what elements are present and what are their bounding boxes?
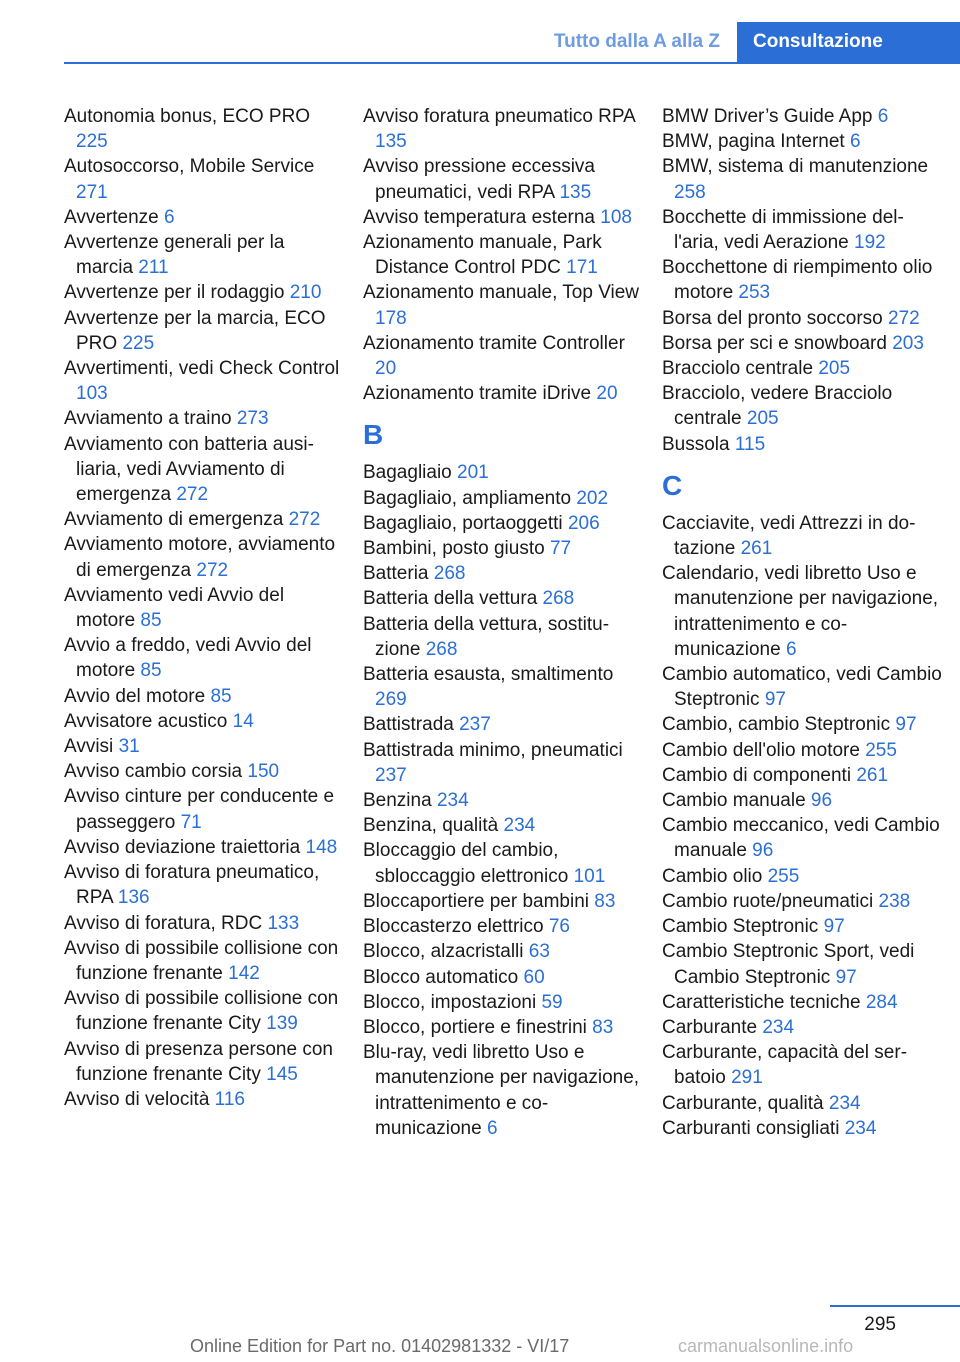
index-entry <box>64 936 344 986</box>
index-entry <box>64 432 344 508</box>
index-entry <box>363 914 643 939</box>
page-reference-link[interactable]: 291 <box>731 1067 763 1089</box>
index-entry <box>662 356 942 381</box>
page-reference-link[interactable]: 272 <box>288 509 321 531</box>
chapter-tab[interactable]: Consultazione <box>737 22 960 62</box>
index-entry-text: Avvio a freddo, vedi Avvio del motore <box>64 635 312 682</box>
index-entry-text: Cacciavite, vedi Attrezzi in dotazione <box>662 512 916 560</box>
index-entry <box>662 255 942 305</box>
index-entry-text: Avviso di possibile collisione con funzione frenante City <box>64 988 339 1035</box>
index-entry-text: Avvertenze <box>64 206 159 228</box>
index-entry-text: Avviso pressione eccessiva pneumatici, vedi RPA <box>363 156 595 203</box>
index-entry-text: Bloccasterzo elettrico <box>363 916 544 938</box>
page-reference-link[interactable]: 210 <box>289 282 322 304</box>
index-entry-text: Cambio automatico, vedi Cambio Steptronic <box>662 664 942 711</box>
index-entry-text: BMW Driver’s Guide App <box>662 106 873 127</box>
index-entry-text: Avviamento a traino <box>64 408 232 430</box>
index-entry-text: Bagagliaio, ampliamento <box>363 487 572 509</box>
page-reference-link[interactable]: 201 <box>457 462 489 484</box>
index-entry-text: Avvertenze generali per la marcia <box>64 232 285 279</box>
index-entry <box>363 586 643 611</box>
index-entry-text: Carburanti consigliati <box>662 1117 840 1139</box>
index-entry <box>64 633 344 683</box>
page-reference-link[interactable]: 71 <box>180 811 202 833</box>
index-entry <box>662 712 942 737</box>
index-entry-text: Batteria della vettura <box>363 588 538 610</box>
page-reference-link[interactable]: 284 <box>865 991 898 1013</box>
page-reference-link[interactable]: 261 <box>856 764 889 786</box>
index-entry-text: Bracciolo, vedere Bracciolo centrale <box>662 383 893 430</box>
page-reference-link[interactable]: 77 <box>549 538 572 560</box>
page-reference-link[interactable]: 171 <box>566 257 598 279</box>
page-reference-link[interactable]: 234 <box>762 1016 795 1038</box>
page-reference-link[interactable]: 205 <box>818 358 851 380</box>
index-entry-text: Batteria <box>363 563 429 585</box>
index-entry <box>363 486 643 511</box>
page-reference-link[interactable]: 234 <box>503 815 536 837</box>
page-reference-link[interactable]: 116 <box>214 1088 245 1110</box>
page-reference-link[interactable]: 206 <box>567 512 600 534</box>
index-entry-text: BMW, sistema di manutenzione <box>662 156 929 178</box>
index-entry <box>363 460 643 485</box>
page-reference-link[interactable]: 272 <box>196 559 229 581</box>
index-entry <box>64 507 344 532</box>
page-reference-link[interactable]: 203 <box>892 332 924 354</box>
index-entry <box>363 331 643 381</box>
index-entry <box>64 1087 344 1112</box>
index-entry-text: Blocco automatico <box>363 966 519 988</box>
index-entry <box>64 835 344 860</box>
index-entry-text: BMW, pagina Internet <box>662 131 845 153</box>
page-reference-link[interactable]: 178 <box>375 307 407 329</box>
index-entry <box>64 583 344 633</box>
index-entry <box>64 356 344 406</box>
index-entry <box>662 738 942 763</box>
page-reference-link[interactable]: 272 <box>888 307 920 329</box>
index-entry-text: Autosoccorso, Mobile Service <box>64 156 315 178</box>
index-entry <box>64 532 344 582</box>
index-entry-text: Benzina <box>363 790 432 812</box>
page-reference-link[interactable]: 142 <box>228 962 260 984</box>
edition-note: Online Edition for Part no. 01402981332 - VI/17 <box>190 1336 570 1356</box>
index-entry <box>363 738 643 788</box>
index-entry <box>64 759 344 784</box>
page-reference-link[interactable]: 14 <box>232 710 254 732</box>
index-entry <box>662 104 942 129</box>
index-entry <box>363 154 643 204</box>
index-entry <box>363 1015 643 1040</box>
index-entry-text: Avvisatore acustico <box>64 710 228 732</box>
page-reference-link[interactable]: 258 <box>674 181 706 203</box>
index-entry <box>64 104 344 154</box>
index-entry-text: Bambini, posto giusto <box>363 538 545 560</box>
index-entry <box>363 712 643 737</box>
index-entry-text: Avviso cinture per conducente e passeggero <box>64 786 335 833</box>
index-entry <box>363 838 643 888</box>
index-entry-text: Blocco, alzacristalli <box>363 941 524 963</box>
index-entry <box>64 230 344 280</box>
index-entry-text: Avviso di foratura pneumatico, RPA <box>64 862 320 909</box>
index-entry-text: Cambio di componenti <box>662 764 852 786</box>
index-entry <box>662 939 942 989</box>
header-divider <box>64 62 960 64</box>
index-entry-text: Avvisi <box>64 736 114 758</box>
index-entry-text: Benzina, qualità <box>363 815 499 837</box>
page-reference-link[interactable]: 60 <box>523 966 545 988</box>
page-reference-link[interactable]: 6 <box>486 1117 498 1139</box>
index-entry-text: Borsa per sci e snowboard <box>662 332 887 354</box>
index-entry <box>363 788 643 813</box>
index-entry-text: Bocchette di immissione dell'aria, vedi Aerazione <box>662 206 904 254</box>
index-entry-text: Avviso di presenza persone con funzione frenante City <box>64 1038 333 1085</box>
page-reference-link[interactable]: 211 <box>138 257 169 279</box>
page-reference-link[interactable]: 205 <box>746 408 779 430</box>
index-entry <box>662 432 942 457</box>
index-entry <box>363 662 643 712</box>
index-entry <box>64 734 344 759</box>
index-entry <box>662 331 942 356</box>
page-reference-link[interactable]: 135 <box>559 181 592 203</box>
index-entry <box>363 536 643 561</box>
index-entry-text: Avviamento di emergenza <box>64 509 284 531</box>
page-reference-link[interactable]: 272 <box>176 484 209 506</box>
index-entry <box>662 662 942 712</box>
index-entry-text: Azionamento manuale, Park Distance Control PDC <box>363 232 602 279</box>
index-entry-text: Avvertenze per la marcia, ECO PRO <box>64 307 326 354</box>
index-entry-text: Calendario, vedi libretto Uso e manutenzione per navigazione, intrattenimento e comunicazione <box>662 563 939 660</box>
page-reference-link[interactable]: 76 <box>548 916 570 938</box>
page-reference-link[interactable]: 83 <box>594 890 616 912</box>
page-reference-link[interactable]: 225 <box>76 131 108 153</box>
page-reference-link[interactable]: 192 <box>854 232 886 254</box>
index-entry <box>363 1040 643 1141</box>
page-reference-link[interactable]: 31 <box>118 736 140 758</box>
index-entry <box>363 889 643 914</box>
index-entry-text: Bloccaportiere per bambini <box>363 890 590 912</box>
index-entry-text: Cambio meccanico, vedi Cambio manuale <box>662 815 940 862</box>
index-entry <box>662 813 942 863</box>
page-reference-link[interactable]: 225 <box>122 332 155 354</box>
page-reference-link[interactable]: 271 <box>76 181 108 203</box>
page-reference-link[interactable]: 136 <box>117 887 150 909</box>
page-reference-link[interactable]: 83 <box>592 1016 614 1038</box>
page-reference-link[interactable]: 85 <box>140 660 162 682</box>
index-entry <box>662 205 942 255</box>
index-entry-text: Avvertimenti, vedi Check Control <box>64 358 340 380</box>
index-entry-text: Avviso foratura pneumatico RPA <box>363 106 635 127</box>
index-entry-text: Bussola <box>662 433 730 455</box>
index-entry <box>662 1116 942 1141</box>
page-reference-link[interactable]: 63 <box>528 941 550 963</box>
index-entry-text: Carburante, capacità del serbatoio <box>662 1042 908 1089</box>
index-entry <box>662 306 942 331</box>
page-reference-link[interactable]: 148 <box>305 836 338 858</box>
index-entry <box>64 684 344 709</box>
watermark: carmanualsonline.info <box>678 1336 854 1356</box>
index-entry-text: Bracciolo centrale <box>662 358 814 380</box>
index-entry-text: Avviamento con batteria ausiliaria, vedi Avviamento di emergenza <box>64 433 314 506</box>
index-entry-text: Avviamento vedi Avvio del motore <box>64 584 285 632</box>
index-entry-text: Azionamento manuale, Top View <box>363 282 640 304</box>
index-entry-text: Avviso cambio corsia <box>64 761 243 783</box>
index-entry-text: Cambio Steptronic Sport, vedi Cambio Steptronic <box>662 941 915 988</box>
page-reference-link[interactable]: 101 <box>573 865 606 887</box>
footer-divider <box>830 1305 960 1307</box>
index-entry <box>363 965 643 990</box>
index-entry <box>64 406 344 431</box>
index-entry-text: Azionamento tramite Controller <box>363 332 625 354</box>
page-reference-link[interactable]: 253 <box>738 282 771 304</box>
page-reference-link[interactable]: 261 <box>740 538 773 560</box>
index-entry-text: Battistrada minimo, pneumatici <box>363 739 623 761</box>
page-reference-link[interactable]: 269 <box>375 689 407 711</box>
page-reference-link[interactable]: 96 <box>752 840 774 862</box>
index-entry-text: Avviso deviazione traiettoria <box>64 836 301 858</box>
page-reference-link[interactable]: 268 <box>542 588 575 610</box>
page-reference-link[interactable]: 103 <box>76 383 108 405</box>
index-entry <box>64 911 344 936</box>
index-entry-text: Bagagliaio <box>363 462 452 484</box>
index-entry <box>64 1037 344 1087</box>
index-entry-text: Batteria della vettura, sostituzione <box>363 613 610 660</box>
index-entry-text: Avviso di possibile collisione con funzione frenante <box>64 937 339 984</box>
page-reference-link[interactable]: 268 <box>425 638 458 660</box>
index-entry <box>662 129 942 154</box>
page-reference-link[interactable]: 268 <box>433 563 466 585</box>
page-reference-link[interactable]: 20 <box>596 383 618 405</box>
index-entry-text: Avvio del motore <box>64 685 206 707</box>
page-reference-link[interactable]: 6 <box>877 106 889 127</box>
page-reference-link[interactable]: 139 <box>266 1013 298 1035</box>
index-entry-text: Avviamento motore, avviamento di emergenza <box>64 534 336 581</box>
page-reference-link[interactable]: 96 <box>810 790 833 812</box>
index-entry <box>363 280 643 330</box>
index-entry <box>64 306 344 356</box>
index-entry <box>363 230 643 280</box>
page-reference-link[interactable]: 20 <box>375 358 397 380</box>
index-entry-text: Avviso temperatura esterna <box>363 206 595 228</box>
index-entry <box>64 860 344 910</box>
index-entry <box>363 381 643 406</box>
index-entry <box>363 612 643 662</box>
index-entry <box>662 561 942 662</box>
index-entry-text: Battistrada <box>363 714 454 736</box>
index-entry <box>363 104 643 154</box>
index-entry <box>662 1040 942 1090</box>
index-entry <box>64 154 344 204</box>
page-reference-link[interactable]: 273 <box>236 408 269 430</box>
page-reference-link[interactable]: 6 <box>163 206 175 228</box>
index-entry <box>662 990 942 1015</box>
page-reference-link[interactable]: 85 <box>210 685 232 707</box>
index-entry <box>363 990 643 1015</box>
index-entry <box>662 788 942 813</box>
page-reference-link[interactable]: 59 <box>541 991 563 1013</box>
index-entry-text: Cambio manuale <box>662 790 806 812</box>
index-entry-text: Avvertenze per il rodaggio <box>64 282 285 304</box>
page-reference-link[interactable]: 97 <box>823 916 845 938</box>
page-reference-link[interactable]: 237 <box>459 714 491 736</box>
index-entry-text: Cambio ruote/pneumatici <box>662 890 874 912</box>
index-entry <box>662 154 942 204</box>
index-column-2 <box>363 104 643 1141</box>
index-letter-heading: B <box>363 419 384 451</box>
index-letter-heading: C <box>662 469 683 501</box>
index-entry <box>662 381 942 431</box>
index-entry-text: Azionamento tramite iDrive <box>363 383 592 405</box>
page-reference-link[interactable]: 202 <box>576 487 609 509</box>
index-entry-text: Carburante <box>662 1016 758 1038</box>
page-reference-link[interactable]: 108 <box>600 206 632 228</box>
index-column-1 <box>64 104 344 1112</box>
page-reference-link[interactable]: 145 <box>266 1063 298 1085</box>
index-entry-text: Avviso di velocità <box>64 1088 210 1110</box>
page-reference-link[interactable]: 255 <box>865 739 897 761</box>
page-reference-link[interactable]: 234 <box>828 1092 861 1114</box>
page-reference-link[interactable]: 234 <box>844 1117 877 1139</box>
section-title: Tutto dalla A alla Z <box>553 31 720 52</box>
index-entry <box>662 914 942 939</box>
index-entry <box>363 511 643 536</box>
page-reference-link[interactable]: 85 <box>140 610 162 632</box>
page-reference-link[interactable]: 97 <box>764 689 786 711</box>
index-entry-text: Borsa del pronto soccorso <box>662 307 883 329</box>
index-entry <box>662 511 942 561</box>
index-entry-text: Cambio olio <box>662 865 763 887</box>
index-entry-text: Bocchettone di riempimento olio motore <box>662 257 933 304</box>
page-reference-link[interactable]: 6 <box>785 638 797 660</box>
index-entry-text: Bloccaggio del cambio, sbloccaggio elettronico <box>363 840 569 887</box>
index-entry-text: Cambio, cambio Steptronic <box>662 714 891 736</box>
index-entry <box>64 784 344 834</box>
page-reference-link[interactable]: 97 <box>895 714 917 736</box>
index-entry-text: Bagagliaio, portaoggetti <box>363 512 563 534</box>
page-reference-link[interactable]: 133 <box>267 912 300 934</box>
index-entry-text: Blocco, impostazioni <box>363 991 537 1013</box>
index-entry <box>662 864 942 889</box>
index-column-3 <box>662 104 942 1141</box>
index-entry <box>64 280 344 305</box>
index-entry-text: Avviso di foratura, RDC <box>64 912 263 934</box>
page-reference-link[interactable]: 234 <box>436 790 469 812</box>
index-entry-text: Blu-ray, vedi libretto Uso e manutenzione per navigazione, intrattenimento e comunicazione <box>363 1042 640 1139</box>
index-entry <box>363 561 643 586</box>
page-header <box>0 0 960 64</box>
page-reference-link[interactable]: 150 <box>247 761 280 783</box>
page-number: 295 <box>864 1314 896 1335</box>
page-reference-link[interactable]: 6 <box>850 131 861 153</box>
page-reference-link[interactable]: 97 <box>835 966 857 988</box>
index-entry-text: Blocco, portiere e finestrini <box>363 1016 587 1038</box>
page-reference-link[interactable]: 237 <box>375 764 407 786</box>
page-reference-link[interactable]: 255 <box>767 865 800 887</box>
index-entry-text: Cambio Steptronic <box>662 916 819 938</box>
index-entry-text: Autonomia bonus, ECO PRO <box>64 106 311 127</box>
page-reference-link[interactable]: 135 <box>375 131 407 153</box>
page-reference-link[interactable]: 238 <box>878 890 911 912</box>
index-entry-text: Caratteristiche tecniche <box>662 991 861 1013</box>
index-entry <box>363 813 643 838</box>
index-entry <box>64 205 344 230</box>
index-entry <box>363 939 643 964</box>
index-entry <box>64 986 344 1036</box>
index-entry <box>662 1091 942 1116</box>
index-entry-text: Cambio dell'olio motore <box>662 739 860 761</box>
index-entry <box>662 1015 942 1040</box>
index-entry <box>64 709 344 734</box>
index-entry <box>662 889 942 914</box>
page-reference-link[interactable]: 115 <box>734 433 766 455</box>
index-entry <box>662 763 942 788</box>
index-entry-text: Carburante, qualità <box>662 1092 824 1114</box>
index-entry-text: Batteria esausta, smaltimento <box>363 664 614 686</box>
index-entry <box>363 205 643 230</box>
